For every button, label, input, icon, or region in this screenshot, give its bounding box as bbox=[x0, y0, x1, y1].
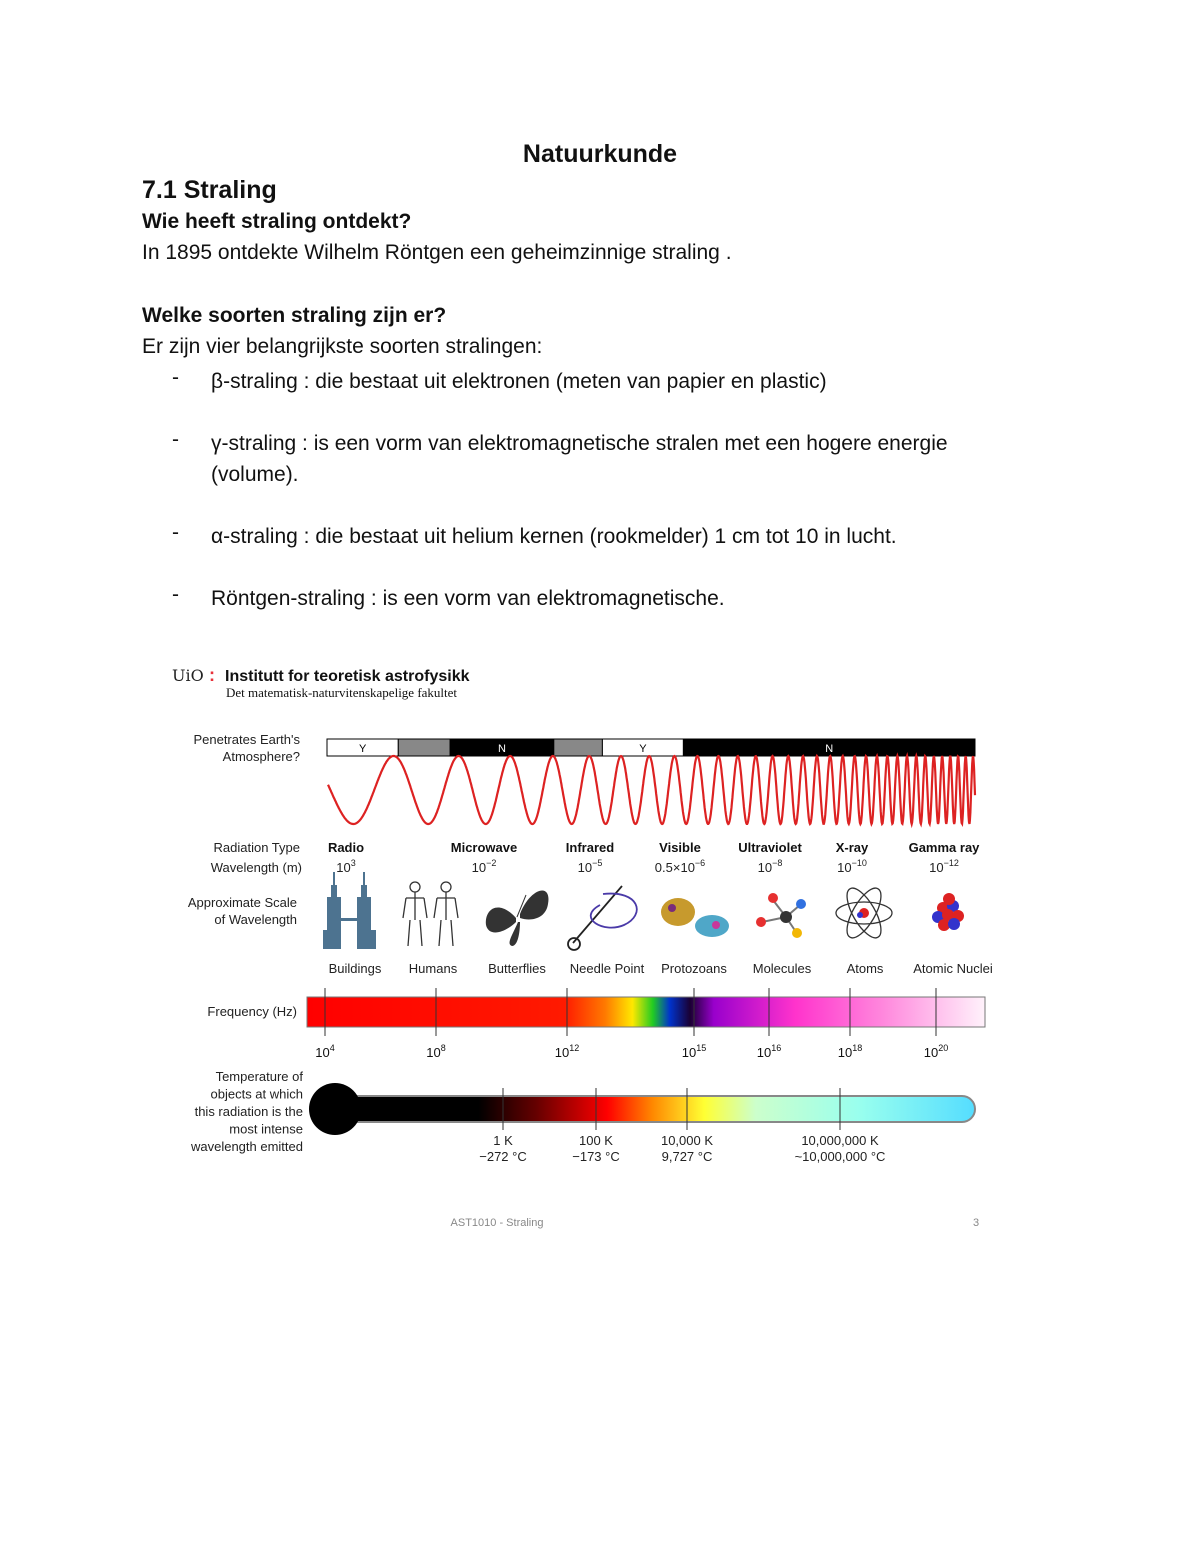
radiation-type-label: Radiation Type bbox=[213, 840, 300, 855]
radiation-wavelength: $10^{-12}$ bbox=[929, 858, 959, 875]
spectrum-figure bbox=[160, 655, 1020, 1245]
wave-line bbox=[328, 756, 975, 824]
temperature-celsius: ~10,000,000 °C bbox=[794, 1149, 886, 1164]
protozoans-icon bbox=[661, 898, 729, 937]
spectrum-diagram bbox=[160, 655, 1020, 1245]
question-heading-2: Welke soorten straling zijn er? bbox=[142, 304, 447, 327]
molecule-icon bbox=[756, 893, 806, 938]
frequency-tick-label: $10^{15}$ bbox=[681, 1043, 707, 1060]
frequency-bar bbox=[307, 997, 985, 1027]
wavelength-label: Wavelength (m) bbox=[210, 860, 302, 875]
scale-object-label: Butterflies bbox=[488, 961, 546, 976]
atmosphere-segment bbox=[554, 739, 603, 756]
frequency-tick-label: $10^{18}$ bbox=[837, 1043, 863, 1060]
scale-object-label: Buildings bbox=[328, 961, 382, 976]
bullet-rontgen bbox=[211, 583, 1071, 614]
frequency-tick-label: $10^{12}$ bbox=[554, 1043, 580, 1060]
document-title: Natuurkunde bbox=[522, 140, 678, 168]
scale-object-labels bbox=[329, 961, 993, 976]
scale-object-label: Atoms bbox=[846, 961, 884, 976]
temperature-label-line: Temperature of bbox=[215, 1069, 303, 1084]
scale-label-2: of Wavelength bbox=[214, 912, 297, 927]
temperature-label-line: objects at which bbox=[210, 1086, 303, 1102]
temperature-label-line: wavelength emitted bbox=[190, 1139, 303, 1154]
atmosphere-segment-label: Y bbox=[639, 743, 647, 755]
uio-logo-mark: : bbox=[209, 665, 215, 685]
radiation-wavelength: $10^{-2}$ bbox=[471, 858, 497, 875]
bullet-line: Röntgen-straling : is een vorm van elektromagnetische. bbox=[211, 587, 725, 610]
temperature-celsius: 9,727 °C bbox=[661, 1149, 713, 1164]
bullet-dash: - bbox=[172, 428, 179, 451]
scale-object-label: Atomic Nuclei bbox=[913, 961, 993, 976]
radiation-type-name: Ultraviolet bbox=[738, 840, 802, 855]
bullet-line: β-straling : die bestaat uit elektronen (meten van papier en plastic) bbox=[211, 370, 827, 393]
bullet-line: (volume). bbox=[211, 463, 299, 486]
radiation-types bbox=[328, 840, 980, 875]
temperature-kelvin: 10,000 K bbox=[660, 1133, 714, 1148]
penetrates-label: Penetrates Earth's bbox=[193, 732, 300, 747]
temperature-label bbox=[190, 1069, 303, 1154]
temperature-kelvin: 10,000,000 K bbox=[801, 1133, 879, 1148]
bullet-dash: - bbox=[172, 583, 179, 606]
radiation-wavelength: $10^{-5}$ bbox=[577, 858, 603, 875]
atmosphere-bar bbox=[327, 739, 975, 756]
temperature-kelvin: 100 K bbox=[579, 1133, 613, 1148]
atmosphere-segment bbox=[398, 739, 450, 756]
temperature-kelvin: 1 K bbox=[493, 1133, 513, 1148]
frequency-tick-label: $10^{16}$ bbox=[756, 1043, 782, 1060]
atom-icon bbox=[836, 883, 892, 942]
atmosphere-segment-label: N bbox=[825, 743, 834, 755]
nucleus-icon bbox=[932, 893, 964, 931]
temperature-celsius: −173 °C bbox=[572, 1149, 620, 1164]
radiation-wavelength: $0.5\times 10^{-6}$ bbox=[654, 858, 706, 875]
butterfly-icon bbox=[486, 891, 549, 946]
temperature-label-line: most intense bbox=[229, 1121, 303, 1137]
scale-object-label: Molecules bbox=[752, 961, 812, 976]
atmosphere-segment-label: N bbox=[497, 743, 506, 755]
radiation-wavelength: $10^{-8}$ bbox=[757, 858, 783, 875]
scale-object-label: Protozoans bbox=[661, 961, 727, 976]
bullet-line: α-straling : die bestaat uit helium kernen (rookmelder) 1 cm tot 10 in lucht. bbox=[211, 525, 897, 548]
frequency-tick-label: $10^{20}$ bbox=[923, 1043, 949, 1060]
humans-icon bbox=[403, 882, 458, 946]
scale-label: Approximate Scale bbox=[187, 895, 297, 910]
bullet-line: γ-straling : is een vorm van elektromagnetische stralen met een hogere energie bbox=[211, 432, 948, 455]
institute-name: Institutt for teoretisk astrofysikk bbox=[225, 668, 470, 685]
bullet-dash: - bbox=[172, 366, 179, 389]
temperature-label-line: this radiation is the bbox=[194, 1104, 303, 1119]
radiation-type-name: Microwave bbox=[450, 840, 518, 855]
radiation-type-name: Visible bbox=[659, 840, 701, 855]
radiation-type-name: X-ray bbox=[835, 840, 869, 855]
atmosphere-label: Atmosphere? bbox=[222, 749, 300, 764]
atmosphere-segment-label: Y bbox=[358, 743, 367, 755]
frequency-tick-label: $10^8$ bbox=[426, 1043, 446, 1060]
thermometer bbox=[309, 1083, 975, 1135]
radiation-type-name: Infrared bbox=[565, 840, 615, 855]
frequency-tick-label: $10^4$ bbox=[315, 1043, 335, 1060]
question-heading-1: Wie heeft straling ontdekt? bbox=[142, 210, 412, 233]
bullet-alpha bbox=[211, 521, 1071, 552]
frequency-label: Frequency (Hz) bbox=[207, 1004, 297, 1019]
radiation-wavelength: $10^3$ bbox=[336, 858, 356, 875]
bullet-dash: - bbox=[172, 521, 179, 544]
faculty-name: Det matematisk-naturvitenskapelige fakultet bbox=[226, 685, 458, 700]
radiation-wavelength: $10^{-10}$ bbox=[837, 858, 867, 875]
bullet-gamma bbox=[211, 428, 1071, 490]
radiation-type-name: Radio bbox=[327, 840, 365, 855]
figure-page-number: 3 bbox=[972, 1217, 980, 1229]
bullet-beta bbox=[211, 366, 1071, 397]
scale-object-label: Needle Point bbox=[569, 961, 645, 976]
temperature-celsius: −272 °C bbox=[479, 1149, 527, 1164]
needle-icon bbox=[568, 886, 637, 950]
intro-paragraph: Er zijn vier belangrijkste soorten stralingen: bbox=[142, 335, 543, 358]
answer-paragraph-1: In 1895 ontdekte Wilhelm Röntgen een geheimzinnige straling . bbox=[142, 241, 732, 264]
section-heading: 7.1 Straling bbox=[142, 176, 277, 204]
radiation-type-name: Gamma ray bbox=[908, 840, 980, 855]
buildings-icon bbox=[323, 872, 376, 949]
figure-footer: AST1010 - Straling bbox=[450, 1217, 544, 1229]
uio-logo: UiO bbox=[172, 666, 204, 685]
scale-object-label: Humans bbox=[408, 961, 458, 976]
